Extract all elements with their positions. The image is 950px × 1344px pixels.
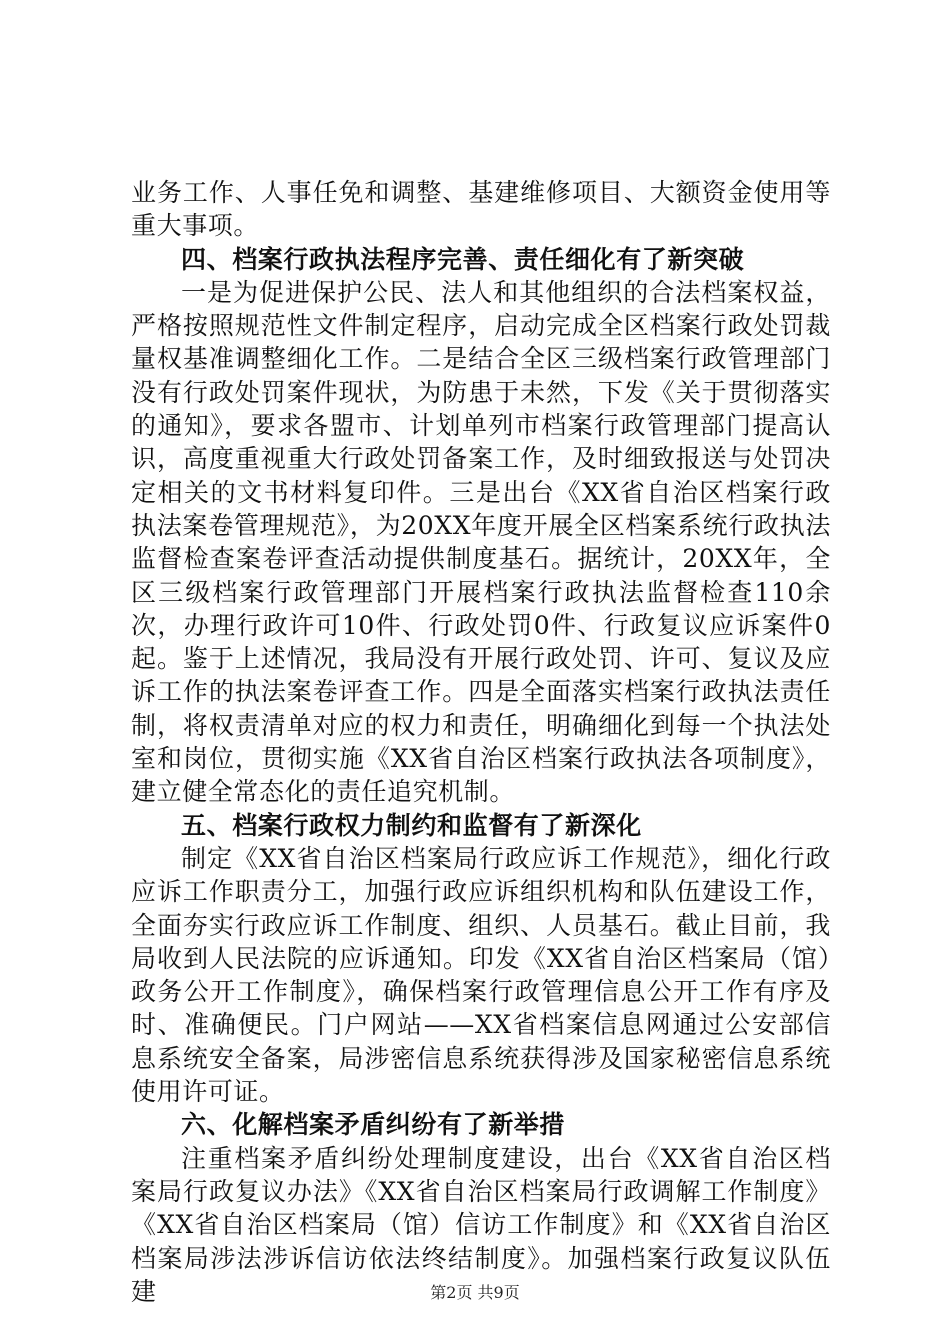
section-heading: 五、档案行政权力制约和监督有了新深化: [181, 810, 642, 840]
body-paragraph: 一是为促进保护公民、法人和其他组织的合法档案权益，严格按照规范性文件制定程序，启动完成全区档案行政处罚裁量权基准调整细化工作。二是结合全区三级档案行政管理部门没有行政处罚案件现状，为防患于未然，下发《关于贯彻落实的通知》，要求各盟市、计划单列市档案行政管理部门提高认识，高度重视重大行政处罚备案工作，及时细致报送与处罚决定相关的文书材料复印件。三是出台《XX省自治区档案行政执法案卷管理规范》，为20XX年度开展全区档案系统行政执法监督检查案卷评查活动提供制度基石。据统计，20XX年，全区三级档案行政管理部门开展档案行政执法监督检查110余次，办理行政许可10件、行政处罚0件、行政复议应诉案件0起。鉴于上述情况，我局没有开展行政处罚、许可、复议及应诉工作的执法案卷评查工作。四是全面落实档案行政执法责任制，将权责清单对应的权力和责任，明确细化到每一个执法处室和岗位，贯彻实施《XX省自治区档案行政执法各项制度》，建立健全常态化的责任追究机制。: [131, 277, 831, 807]
body-paragraph: 制定《XX省自治区档案局行政应诉工作规范》，细化行政应诉工作职责分工，加强行政应诉组织机构和队伍建设工作，全面夯实行政应诉工作制度、组织、人员基石。截止目前，我局收到人民法院的应诉通知。印发《XX省自治区档案局（馆）政务公开工作制度》，确保档案行政管理信息公开工作有序及时、准确便民。门户网站——XX省档案信息网通过公安部信息系统安全备案，局涉密信息系统获得涉及国家秘密信息系统使用许可证。: [131, 843, 831, 1107]
page-footer: 第2页 共9页: [430, 1283, 520, 1302]
document-body: [131, 176, 831, 1308]
section-heading: 四、档案行政执法程序完善、责任细化有了新突破: [181, 244, 745, 274]
section-heading: 六、化解档案矛盾纠纷有了新举措: [181, 1110, 566, 1140]
body-paragraph: 注重档案矛盾纠纷处理制度建设，出台《XX省自治区档案局行政复议办法》《XX省自治区档案局行政调解工作制度》《XX省自治区档案局（馆）信访工作制度》和《XX省自治区档案局涉法涉诉信访依法终结制度》。加强档案行政复议队伍建: [131, 1143, 831, 1306]
body-paragraph: 业务工作、人事任免和调整、基建维修项目、大额资金使用等重大事项。: [131, 178, 831, 241]
